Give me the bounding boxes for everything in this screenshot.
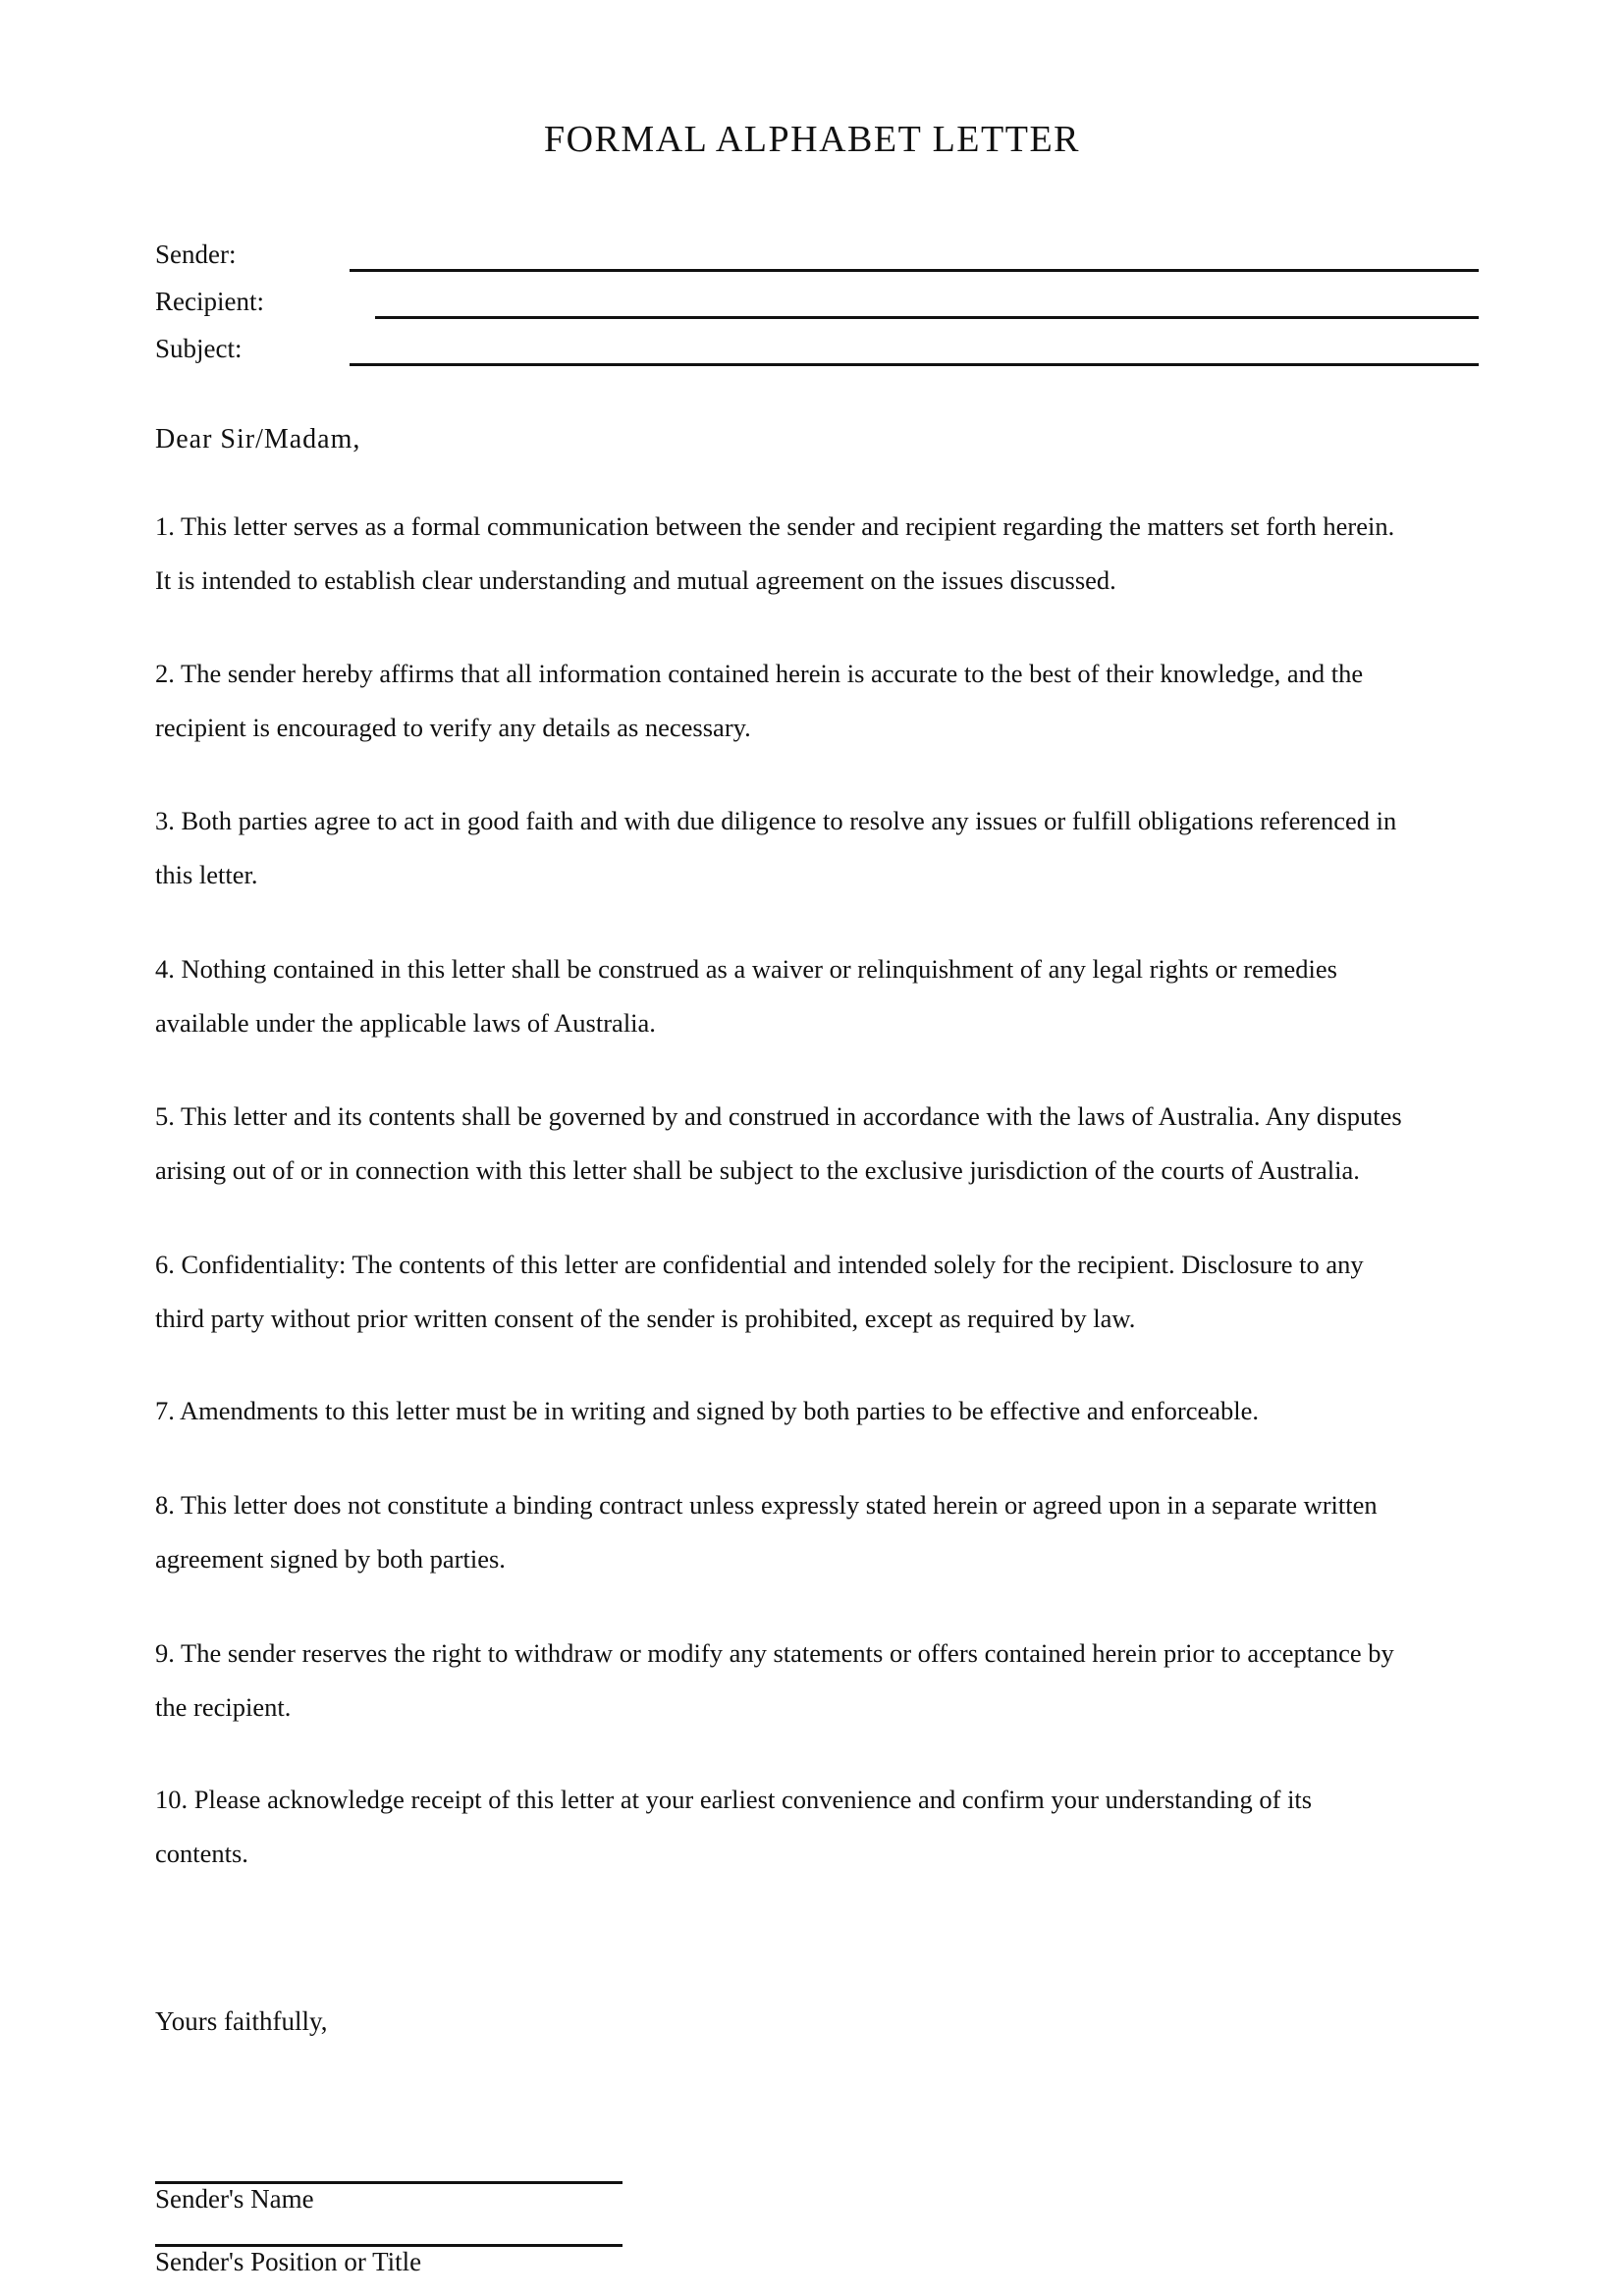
paragraph-line: 1. This letter serves as a formal communication between the sender and recipient regarding the matters set forth herein.: [155, 511, 1395, 541]
paragraph-line: third party without prior written consent of the sender is prohibited, except as required by law.: [155, 1304, 1136, 1333]
paragraph-line: 9. The sender reserves the right to withdraw or modify any statements or offers contained herein prior to acceptance by: [155, 1638, 1394, 1668]
paragraph-5: [155, 1090, 1490, 1198]
paragraph-line: 3. Both parties agree to act in good faith and with due diligence to resolve any issues or fulfill obligations referenced in: [155, 806, 1397, 835]
paragraph-line: this letter.: [155, 860, 258, 889]
sender-label: Sender:: [155, 240, 237, 269]
closing: Yours faithfully,: [155, 2006, 328, 2036]
paragraph-4: [155, 942, 1490, 1050]
sender-position-label: Sender's Position or Title: [155, 2247, 422, 2276]
paragraph-line: 8. This letter does not constitute a binding contract unless expressly stated herein or agreed upon in a separate written: [155, 1490, 1378, 1520]
paragraph-2: [155, 647, 1490, 755]
paragraph-10: [155, 1773, 1490, 1881]
letter-title: FORMAL ALPHABET LETTER: [543, 119, 1081, 160]
paragraph-line: It is intended to establish clear understanding and mutual agreement on the issues discussed.: [155, 565, 1116, 595]
paragraph-9: [155, 1627, 1490, 1735]
paragraph-line: 4. Nothing contained in this letter shall be construed as a waiver or relinquishment of any legal rights or remedies: [155, 954, 1337, 984]
greeting: Dear Sir/Madam,: [155, 424, 361, 454]
paragraph-7: [155, 1384, 1490, 1438]
paragraph-8: [155, 1478, 1490, 1586]
paragraph-6: [155, 1238, 1490, 1346]
paragraph-line: available under the applicable laws of Australia.: [155, 1008, 656, 1038]
paragraph-line: 7. Amendments to this letter must be in writing and signed by both parties to be effective and enforceable.: [155, 1396, 1259, 1425]
paragraph-1: [155, 500, 1490, 608]
subject-field-line[interactable]: [350, 363, 1479, 366]
paragraph-3: [155, 794, 1490, 902]
paragraph-line: recipient is encouraged to verify any details as necessary.: [155, 713, 751, 742]
paragraph-line: 5. This letter and its contents shall be governed by and construed in accordance with the laws of Australia. Any disputes: [155, 1101, 1402, 1131]
recipient-label: Recipient:: [155, 287, 264, 316]
paragraph-line: 2. The sender hereby affirms that all information contained herein is accurate to the best of their knowledge, and the: [155, 659, 1364, 688]
paragraph-line: 10. Please acknowledge receipt of this letter at your earliest convenience and confirm your understanding of its: [155, 1785, 1313, 1814]
subject-label: Subject:: [155, 334, 243, 363]
sender-name-label: Sender's Name: [155, 2184, 314, 2214]
paragraph-line: agreement signed by both parties.: [155, 1544, 506, 1574]
paragraph-line: contents.: [155, 1839, 248, 1868]
paragraph-line: 6. Confidentiality: The contents of this letter are confidential and intended solely for the recipient. Disclosure to any: [155, 1250, 1364, 1279]
paragraph-line: arising out of or in connection with this letter shall be subject to the exclusive jurisdiction of the courts of Australia.: [155, 1155, 1360, 1185]
recipient-field-line[interactable]: [375, 316, 1479, 319]
sender-field-line[interactable]: [350, 269, 1479, 272]
paragraph-line: the recipient.: [155, 1692, 292, 1722]
